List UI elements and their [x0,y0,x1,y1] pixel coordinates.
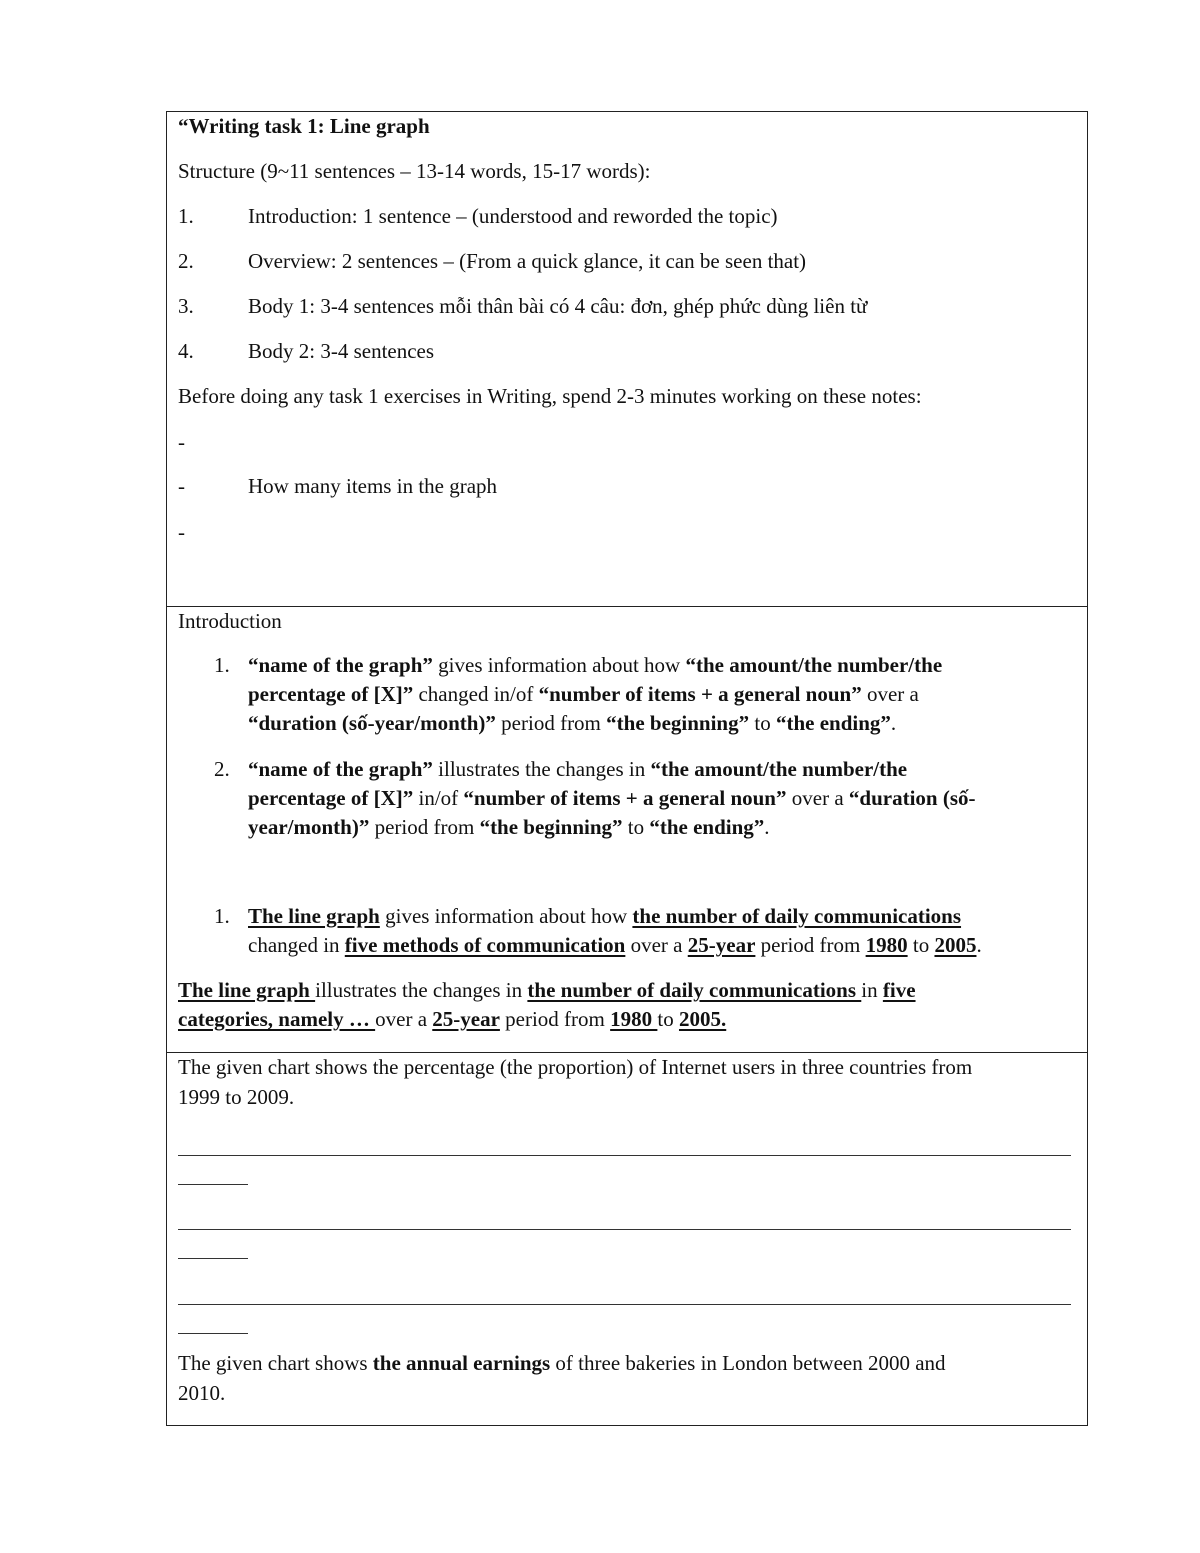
template-number: 2. [214,757,230,781]
list-item-number: 3. [178,294,194,318]
answer-line[interactable] [178,1258,248,1259]
bullet-dash: - [178,474,185,498]
template-1-line-1: “name of the graph” gives information about how “the amount/the number/the [248,653,943,677]
section-heading: Introduction [178,609,282,633]
list-item-number: 2. [178,249,194,273]
list-item-number: 4. [178,339,194,363]
practice-cell [167,1053,1087,1425]
list-item: Body 1: 3-4 sentences mỗi thân bài có 4 câu: đơn, ghép phức dùng liên từ [248,294,868,318]
template-2-line-3: year/month)” period from “the beginning” to “the ending”. [248,815,770,839]
prompt-1-line-2: 1999 to 2009. [178,1085,295,1109]
prompt-1-line-1: The given chart shows the percentage (the proportion) of Internet users in three countries from [178,1055,973,1079]
prompt-2-line-1: The given chart shows the annual earnings of three bakeries in London between 2000 and [178,1351,946,1375]
introduction-cell [167,607,1087,1053]
answer-line[interactable] [178,1184,248,1185]
answer-line[interactable] [178,1304,1071,1305]
template-1-line-3: “duration (số-year/month)” period from “the beginning” to “the ending”. [248,711,897,735]
bullet-dash: - [178,430,185,454]
answer-line[interactable] [178,1333,248,1334]
template-2-line-1: “name of the graph” illustrates the changes in “the amount/the number/the [248,757,908,781]
structure-line: Structure (9~11 sentences – 13-14 words, 15-17 words): [178,159,651,183]
answer-line[interactable] [178,1229,1071,1230]
example-1-line-2: changed in five methods of communication over a 25-year period from 1980 to 2005. [248,933,982,957]
template-1-line-2: percentage of [X]” changed in/of “number of items + a general noun” over a [248,682,919,706]
list-item: Body 2: 3-4 sentences [248,339,435,363]
template-2-line-2: percentage of [X]” in/of “number of items + a general noun” over a “duration (số- [248,786,976,810]
worksheet-table [166,111,1088,1426]
worksheet-title: “Writing task 1: Line graph [178,114,430,138]
prompt-2-line-2: 2010. [178,1381,226,1405]
list-item: Introduction: 1 sentence – (understood and reworded the topic) [248,204,778,228]
notes-intro: Before doing any task 1 exercises in Writing, spend 2-3 minutes working on these notes: [178,384,922,408]
template-number: 1. [214,653,230,677]
list-item: Overview: 2 sentences – (From a quick glance, it can be seen that) [248,249,807,273]
example-2-line-1: The line graph illustrates the changes in the number of daily communications in five [178,978,916,1002]
structure-cell [167,112,1087,607]
bullet-dash: - [178,520,185,544]
example-number: 1. [214,904,230,928]
example-2-line-2: categories, namely … over a 25-year period from 1980 to 2005. [178,1007,727,1031]
example-1-line-1: The line graph gives information about how the number of daily communications [248,904,962,928]
bullet-text: How many items in the graph [248,474,498,498]
list-item-number: 1. [178,204,194,228]
answer-line[interactable] [178,1155,1071,1156]
